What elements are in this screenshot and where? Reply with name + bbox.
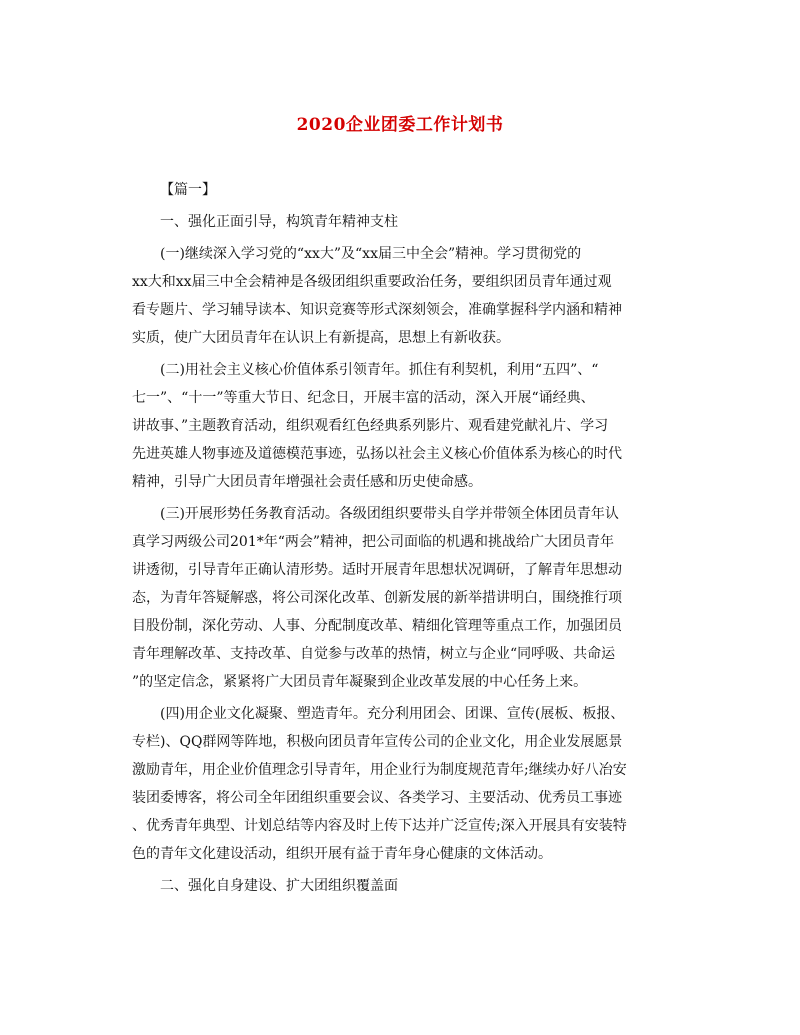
paragraph-line: 讲透彻，引导青年正确认清形势。适时开展青年思想状况调研，了解青年思想动: [132, 562, 622, 578]
paragraph-line: 态，为青年答疑解惑，将公司深化改革、创新发展的新举措讲明白，围绕推行项: [132, 590, 622, 606]
paragraph-1: [132, 240, 672, 352]
paragraph-line: 精神，引导广大团员青年增强社会责任感和历史使命感。: [132, 474, 482, 490]
paragraph-line: 看专题片、学习辅导读本、知识竞赛等形式深刻领会，准确掌握科学内涵和精神: [132, 302, 622, 318]
page-title: 2020企业团委工作计划书: [296, 115, 504, 135]
paragraph-line: (三)开展形势任务教育活动。各级团组织要带头自学并带领全体团员青年认: [160, 506, 619, 522]
paragraph-line: 先进英雄人物事迹及道德模范事迹，弘扬以社会主义核心价值体系为核心的时代: [132, 446, 622, 462]
section-heading-2: 二、强化自身建设、扩大团组织覆盖面: [160, 878, 398, 894]
paragraph-line: (一)继续深入学习党的“xx大”及“xx届三中全会”精神。学习贯彻党的: [160, 246, 582, 262]
section-heading-1: 一、强化正面引导，构筑青年精神支柱: [160, 214, 398, 230]
paragraph-line: ”的坚定信念，紧紧将广大团员青年凝聚到企业改革发展的中心任务上来。: [132, 674, 588, 690]
section-label: 【篇一】: [160, 182, 216, 198]
paragraph-line: (二)用社会主义核心价值体系引领青年。抓住有利契机，利用“五四”、“: [160, 362, 599, 378]
paragraph-line: xx大和xx届三中全会精神是各级团组织重要政治任务，要组织团员青年通过观: [132, 274, 612, 290]
paragraph-line: 专栏)、QQ群网等阵地，积极向团员青年宣传公司的企业文化，用企业发展愿景: [132, 734, 623, 750]
paragraph-line: (四)用企业文化凝聚、塑造青年。充分利用团会、团课、宣传(展板、板报、: [160, 706, 625, 722]
paragraph-line: 讲故事、”主题教育活动，组织观看红色经典系列影片、观看建党献礼片、学习: [132, 418, 609, 434]
paragraph-3: [132, 500, 672, 696]
paragraph-line: 色的青年文化建设活动，组织开展有益于青年身心健康的文体活动。: [132, 846, 552, 862]
paragraph-4: [132, 700, 672, 868]
paragraph-line: 激励青年，用企业价值理念引导青年，用企业行为制度规范青年;继续办好八冶安: [132, 762, 627, 778]
paragraph-line: 七一”、“十一”等重大节日、纪念日，开展丰富的活动，深入开展“诵经典、: [132, 390, 595, 406]
paragraph-line: 目股份制，深化劳动、人事、分配制度改革、精细化管理等重点工作，加强团员: [132, 618, 622, 634]
paragraph-line: 装团委博客，将公司全年团组织重要会议、各类学习、主要活动、优秀员工事迹: [132, 790, 622, 806]
paragraph-line: 真学习两级公司201*年“两会”精神，把公司面临的机遇和挑战给广大团员青年: [132, 534, 615, 550]
document-body: [132, 176, 672, 900]
paragraph-line: 青年理解改革、支持改革、自觉参与改革的热情，树立与企业“同呼吸、共命运: [132, 646, 616, 662]
paragraph-2: [132, 356, 672, 496]
paragraph-line: 实质，使广大团员青年在认识上有新提高，思想上有新收获。: [132, 330, 510, 346]
paragraph-line: 、优秀青年典型、计划总结等内容及时上传下达并广泛宣传;深入开展具有安装特: [132, 818, 627, 834]
